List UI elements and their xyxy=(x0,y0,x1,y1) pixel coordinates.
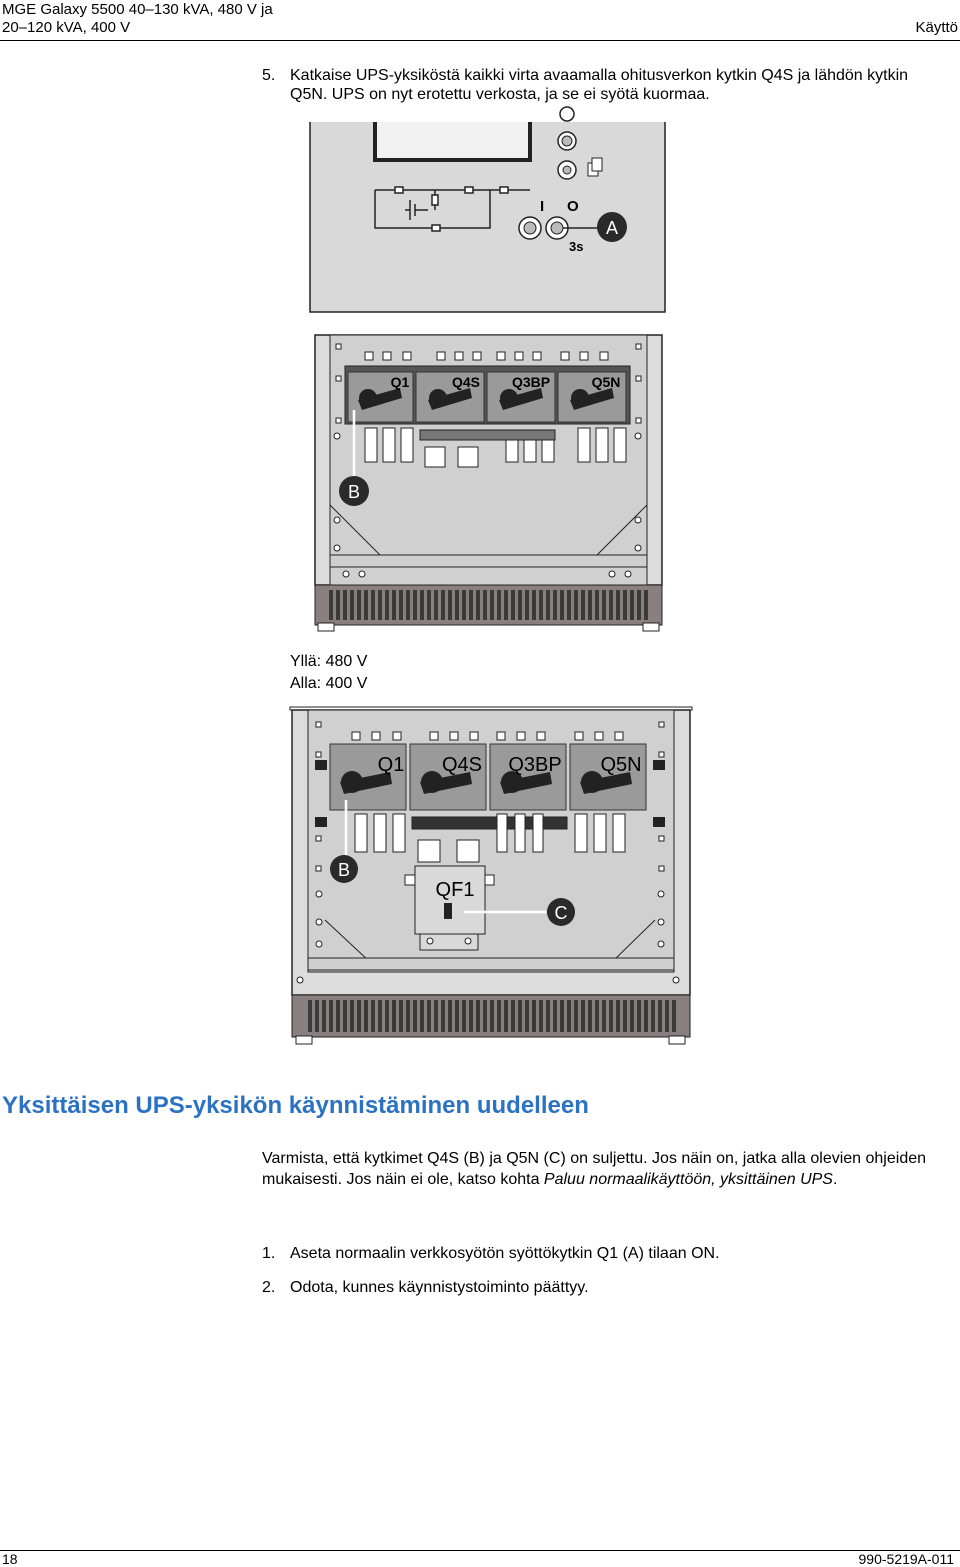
cab480-callout-b: B xyxy=(347,482,361,502)
section-paragraph xyxy=(262,1148,952,1190)
step-1-text: Aseta normaalin verkkosyötön syöttökytkin Q1 (A) tilaan ON. xyxy=(290,1245,720,1262)
step-5-number: 5. xyxy=(262,67,276,84)
on-label: I xyxy=(540,198,545,215)
cab400-switch-q5n: Q5N xyxy=(600,754,642,776)
paragraph-end: . xyxy=(832,1171,838,1188)
document-title-line2: 20–120 kVA, 400 V xyxy=(2,19,131,36)
cabinet-480v xyxy=(315,335,662,631)
voltage-label-top: Yllä: 480 V xyxy=(290,653,368,670)
cab400-switch-q3bp: Q3BP xyxy=(508,754,562,776)
paragraph-reference: Paluu normaalikäyttöön, yksittäinen UPS xyxy=(543,1171,833,1188)
step-2-text: Odota, kunnes käynnistystoiminto päättyy. xyxy=(290,1279,589,1296)
step-1-number: 1. xyxy=(262,1245,276,1262)
step-5-text: Katkaise UPS-yksiköstä kaikki virta avaamalla ohitusverkon kytkin Q4S ja lähdön kytkin Q5N. UPS on nyt erotettu verkosta, ja se ei syötä kuormaa. xyxy=(290,67,909,103)
cab400-switch-q1: Q1 xyxy=(377,754,405,776)
cab480-switch-q1: Q1 xyxy=(390,374,410,390)
cabinet-400v xyxy=(290,707,692,1044)
breaker-qf1-label: QF1 xyxy=(435,879,475,901)
cab480-switch-q3bp: Q3BP xyxy=(511,374,551,390)
page-number: 18 xyxy=(2,1551,18,1567)
cab400-callout-b: B xyxy=(337,860,351,880)
control-panel xyxy=(310,107,665,312)
footer-rule xyxy=(0,1550,960,1551)
step-2-number: 2. xyxy=(262,1279,276,1296)
section-heading: Yksittäisen UPS-yksikön käynnistäminen uudelleen xyxy=(2,1092,589,1119)
cab400-switch-q4s: Q4S xyxy=(441,754,483,776)
document-title-line1: MGE Galaxy 5500 40–130 kVA, 480 V ja xyxy=(2,1,273,18)
section-name: Käyttö xyxy=(915,19,958,36)
off-label: O xyxy=(567,198,579,215)
cab400-callout-c: C xyxy=(554,903,568,923)
voltage-label-bottom: Alla: 400 V xyxy=(290,675,368,692)
callout-a: A xyxy=(605,218,619,238)
step-1 xyxy=(262,1244,720,1264)
on-button[interactable] xyxy=(519,217,541,239)
document-id: 990-5219A-011 xyxy=(858,1551,954,1567)
cab480-switch-q4s: Q4S xyxy=(451,374,481,390)
hold-duration-label: 3s xyxy=(569,239,584,254)
paragraph-text: Varmista, että kytkimet Q4S (B) ja Q5N (C) on suljettu. Jos näin on, jatka alla olevien ohjeiden mukaisesti. Jos näin ei ole, katso kohta xyxy=(262,1150,927,1188)
step-2 xyxy=(262,1278,589,1298)
cab480-switch-q5n: Q5N xyxy=(591,374,621,390)
